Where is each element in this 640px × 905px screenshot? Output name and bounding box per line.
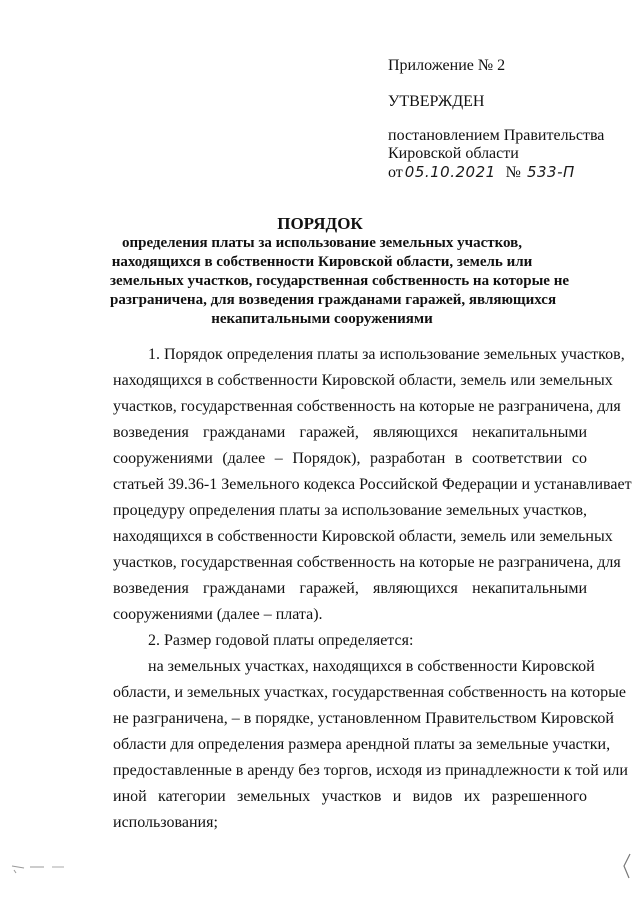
body-line: использования;: [113, 814, 218, 831]
body-line: находящихся в собственности Кировской области, земель или земельных: [113, 528, 613, 545]
subtitle-line: определения платы за использование земельных участков,: [121, 235, 523, 251]
decree-date-prefix: от: [388, 164, 403, 181]
body-line: области для определения размера арендной платы за земельные участки,: [113, 736, 611, 753]
body-line: возведения гражданами гаражей, являющихся некапитальными: [113, 580, 587, 597]
body-line: 1. Порядок определения платы за использование земельных участков,: [148, 346, 625, 363]
body-line: области, и земельных участках, государственная собственность на которые: [113, 684, 626, 701]
decree-number-handwritten: 533-П: [526, 163, 575, 181]
body-line: сооружениями (далее – Порядок), разработан в соответствии со: [113, 450, 587, 467]
decree-date-number-line: [388, 163, 575, 182]
decree-line-1: постановлением Правительства: [388, 127, 605, 144]
decree-line-2: Кировской области: [388, 145, 519, 162]
body-line: иной категории земельных участков и видов их разрешенного: [113, 788, 587, 805]
scan-margin-marks: [10, 862, 80, 874]
approved-label: УТВЕРЖДЕН: [388, 93, 485, 110]
body-line: процедуру определения платы за использование земельных участков,: [113, 502, 587, 519]
body-line: находящихся в собственности Кировской области, земель или земельных: [113, 372, 613, 389]
appendix-label: Приложение № 2: [388, 57, 506, 74]
body-line: сооружениями (далее – плата).: [113, 606, 323, 623]
subtitle-line: разграничена, для возведения гражданами гаражей, являющихся: [110, 292, 557, 308]
body-line: статьей 39.36-1 Земельного кодекса Российской Федерации и устанавливает: [113, 476, 632, 493]
body-line: участков, государственная собственность на которые не разграничена, для: [113, 554, 621, 571]
subtitle-line: находящихся в собственности Кировской области, земель или: [111, 254, 533, 270]
body-line: возведения гражданами гаражей, являющихся некапитальными: [113, 424, 587, 441]
body-line: на земельных участках, находящихся в собственности Кировской: [148, 658, 595, 675]
document-title: ПОРЯДОК: [277, 214, 363, 233]
body-line: не разграничена, – в порядке, установленном Правительством Кировской: [113, 710, 614, 727]
body-line: участков, государственная собственность на которые не разграничена, для: [113, 398, 621, 415]
body-line: предоставленные в аренду без торгов, исходя из принадлежности к той или: [113, 762, 628, 779]
decree-number-prefix: №: [505, 164, 521, 181]
subtitle-line: земельных участков, государственная собственность на которые не: [110, 273, 569, 289]
subtitle-line: некапитальными сооружениями: [211, 311, 433, 327]
scan-corner-mark: [620, 852, 632, 880]
decree-date-handwritten: 05.10.2021: [404, 163, 496, 181]
body-line: 2. Размер годовой платы определяется:: [148, 632, 414, 649]
